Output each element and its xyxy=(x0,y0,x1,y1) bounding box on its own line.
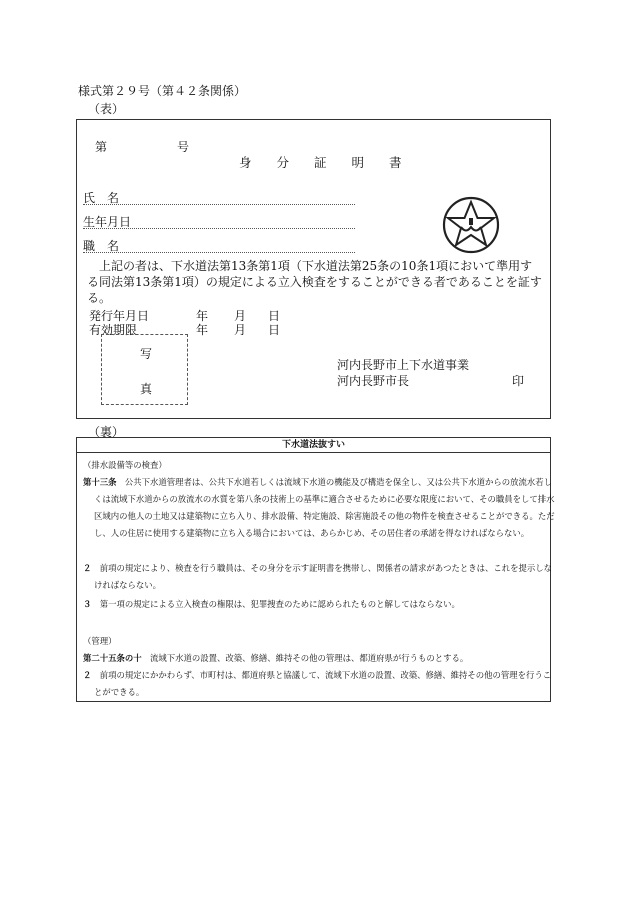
form-number: 様式第２９号（第４２条関係） xyxy=(78,84,247,98)
article-25-10-head: 第二十五条の十 xyxy=(83,653,142,663)
valid-until-label: 有効期限 xyxy=(89,323,138,337)
section-heading: （排水設備等の検査） xyxy=(83,460,167,470)
city-emblem-icon xyxy=(439,194,503,254)
article-13-para-3 xyxy=(83,596,556,613)
field-position-label: 職 名 xyxy=(83,239,120,253)
front-side-label: （表） xyxy=(88,102,125,116)
section-heading: （管理） xyxy=(83,636,117,646)
article-25-10-para-2 xyxy=(83,667,556,701)
valid-month-unit: 月 xyxy=(234,323,247,337)
back-title: 下水道法抜すい xyxy=(77,438,550,453)
article-25-10-body: 流域下水道の設置、改築、修繕、維持その他の管理は、都道府県が行うものとする。 xyxy=(141,653,469,663)
para-text: 前項の規定にかかわらず、市町村は、都道府県と協議して、流域下水道の設置、改築、修繕、維持その他の管理を行うことができる。 xyxy=(91,670,552,697)
number-prefix: 第 xyxy=(95,140,108,154)
photo-area xyxy=(101,334,188,405)
photo-label-1: 写 xyxy=(140,347,153,361)
card-title: 身 分 証 明 書 xyxy=(239,155,402,170)
number-suffix: 号 xyxy=(177,140,190,154)
field-position-line xyxy=(83,252,355,253)
photo-label-2: 真 xyxy=(140,382,153,396)
article-13-para-2 xyxy=(83,560,556,594)
field-birthdate-label: 生年月日 xyxy=(83,215,132,229)
seal-mark: 印 xyxy=(512,374,525,388)
field-birthdate-line xyxy=(83,228,355,229)
para-text: 前項の規定により、検査を行う職員は、その身分を示す証明書を携帯し、関係者の請求があつたときは、これを提示しなければならない。 xyxy=(91,563,552,590)
field-name-label: 氏 名 xyxy=(83,191,120,205)
issue-day-unit: 日 xyxy=(268,309,281,323)
article-13-body: 公共下水道管理者は、公共下水道若しくは流域下水道の機能及び構造を保全し、又は公共下水道からの放流水若しくは流域下水道からの放流水の水質を第八条の技術上の基準に適合させるために必要な限度において、その職員をして排水区域内の他人の土地又は建築物に立ち入り、排水設備、特定施設、除害施設その他の物件を検査させることができる。ただし、人の住居に使用する建築物に立ち入る場合においては、あらかじめ、その居住者の承諾を得なければならない。 xyxy=(94,477,555,538)
back-side-label: （裏） xyxy=(88,425,125,439)
para-text: 第一項の規定による立入検査の権限は、犯罪捜査のために認められたものと解してはならない。 xyxy=(91,599,460,609)
valid-year-unit: 年 xyxy=(196,323,209,337)
valid-day-unit: 日 xyxy=(268,323,281,337)
field-name-line xyxy=(83,204,355,205)
article-25-10 xyxy=(83,650,556,667)
id-card-back xyxy=(76,437,555,702)
para-number: ３ xyxy=(83,599,92,609)
article-13 xyxy=(83,474,556,542)
issue-month-unit: 月 xyxy=(234,309,247,323)
issuer-organization: 河内長野市上下水道事業 xyxy=(337,358,470,372)
issue-date-label: 発行年月日 xyxy=(89,309,150,323)
para-number: ２ xyxy=(83,670,92,680)
issue-year-unit: 年 xyxy=(196,309,209,323)
certification-statement: 上記の者は、下水道法第13条第1項（下水道法第25条の10条1項において準用する同法第13条第1項）の規定による立入検査をすることができる者であることを証する。 xyxy=(87,259,542,305)
para-number: ２ xyxy=(83,563,92,573)
issuer-title: 河内長野市長 xyxy=(337,374,410,388)
article-13-head: 第十三条 xyxy=(83,477,117,487)
